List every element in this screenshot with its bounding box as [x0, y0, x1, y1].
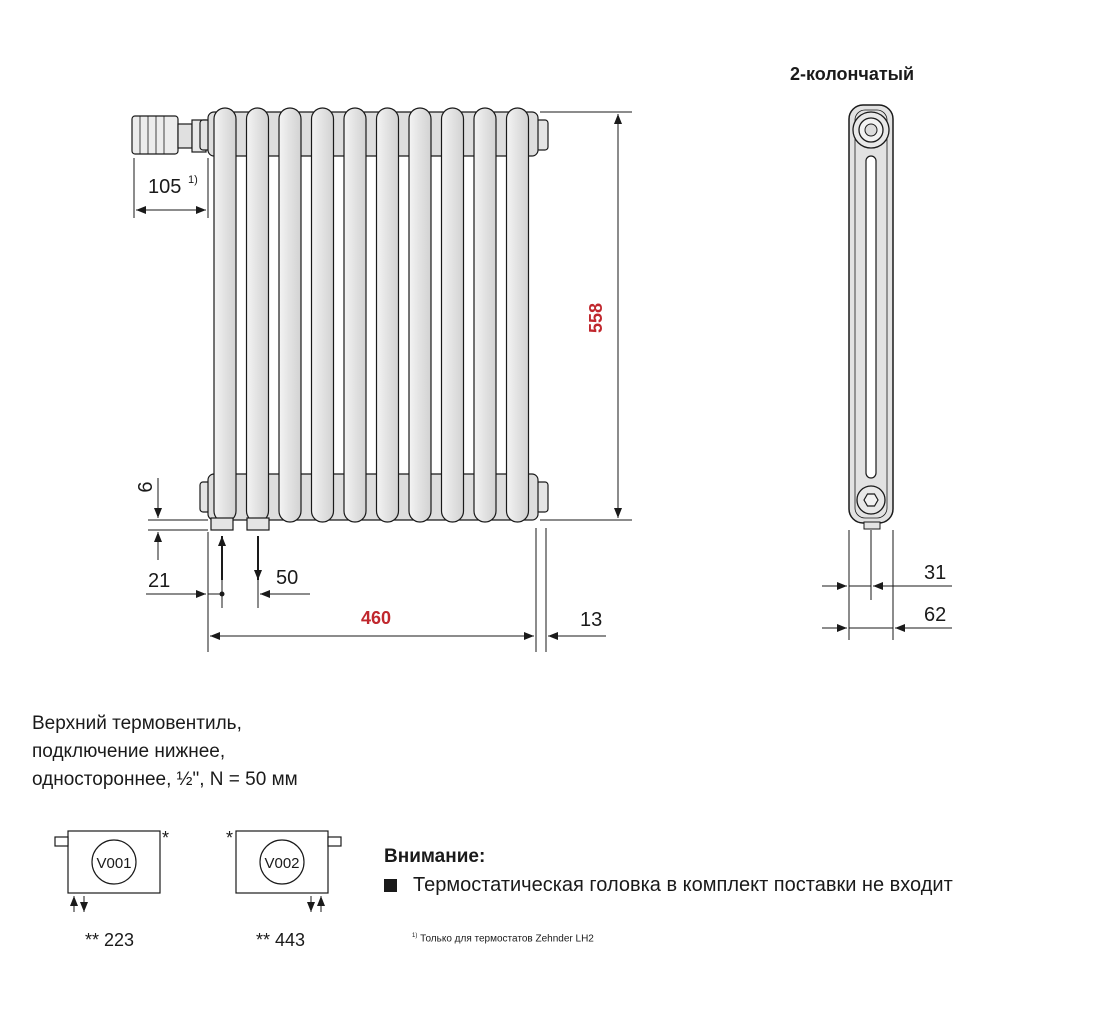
- attention-block: [384, 846, 953, 897]
- radiator-column: [214, 108, 236, 522]
- connection-description: [32, 710, 298, 794]
- radiator-side-view: [849, 105, 893, 529]
- radiator-column: [312, 108, 334, 522]
- attention-heading: Внимание:: [384, 846, 486, 867]
- radiator-column: [279, 108, 301, 522]
- dimension-depth-inner: 31: [924, 562, 947, 584]
- footnote-text: Только для термостатов Zehnder LH2: [420, 933, 594, 945]
- radiator-column: [377, 108, 399, 522]
- radiator-column: [409, 108, 431, 522]
- dimension-right-offset: 13: [580, 609, 603, 631]
- dimension-left-offset: 21: [148, 570, 171, 592]
- radiator-front-view: [132, 108, 548, 530]
- variant-code-v002: V002: [264, 855, 300, 872]
- square-bullet-icon: [384, 879, 397, 892]
- attention-item: [384, 874, 953, 897]
- dimension-gap-bottom: 6: [135, 481, 157, 493]
- variant-symbol-v002: [226, 828, 341, 950]
- dimension-width: 460: [361, 608, 392, 628]
- dimension-height: 558: [586, 302, 606, 334]
- dimension-connection-distance: 50: [276, 567, 299, 589]
- radiator-column: [344, 108, 366, 522]
- dimension-valve-offset: 105: [148, 176, 182, 198]
- drawing-title: 2-колончатый: [790, 64, 915, 84]
- thermostat-valve: [132, 116, 206, 154]
- dimension-depth-total: 62: [924, 604, 947, 626]
- variant-symbol-v001: [55, 828, 169, 950]
- variant-order-code-v002: ** 443: [256, 930, 306, 950]
- radiator-column: [507, 108, 529, 522]
- footnote-mark: 1): [412, 933, 418, 939]
- description-line-3: одностороннее, ½", N = 50 мм: [32, 769, 298, 790]
- variant-marker-v001: *: [162, 828, 170, 848]
- dimension-valve-offset-note: 1): [188, 174, 198, 186]
- description-line-1: Верхний термовентиль,: [32, 713, 242, 734]
- variant-marker-v002: *: [226, 828, 234, 848]
- radiator-sections: [214, 108, 529, 522]
- variant-order-code-v001: ** 223: [85, 930, 135, 950]
- attention-item-text: Термостатическая головка в комплект поставки не входит: [413, 874, 953, 896]
- radiator-column: [474, 108, 496, 522]
- footnote: [412, 933, 594, 944]
- variant-code-v001: V001: [96, 855, 132, 872]
- description-line-2: подключение нижнее,: [32, 741, 226, 762]
- radiator-column: [247, 108, 269, 522]
- radiator-column: [442, 108, 464, 522]
